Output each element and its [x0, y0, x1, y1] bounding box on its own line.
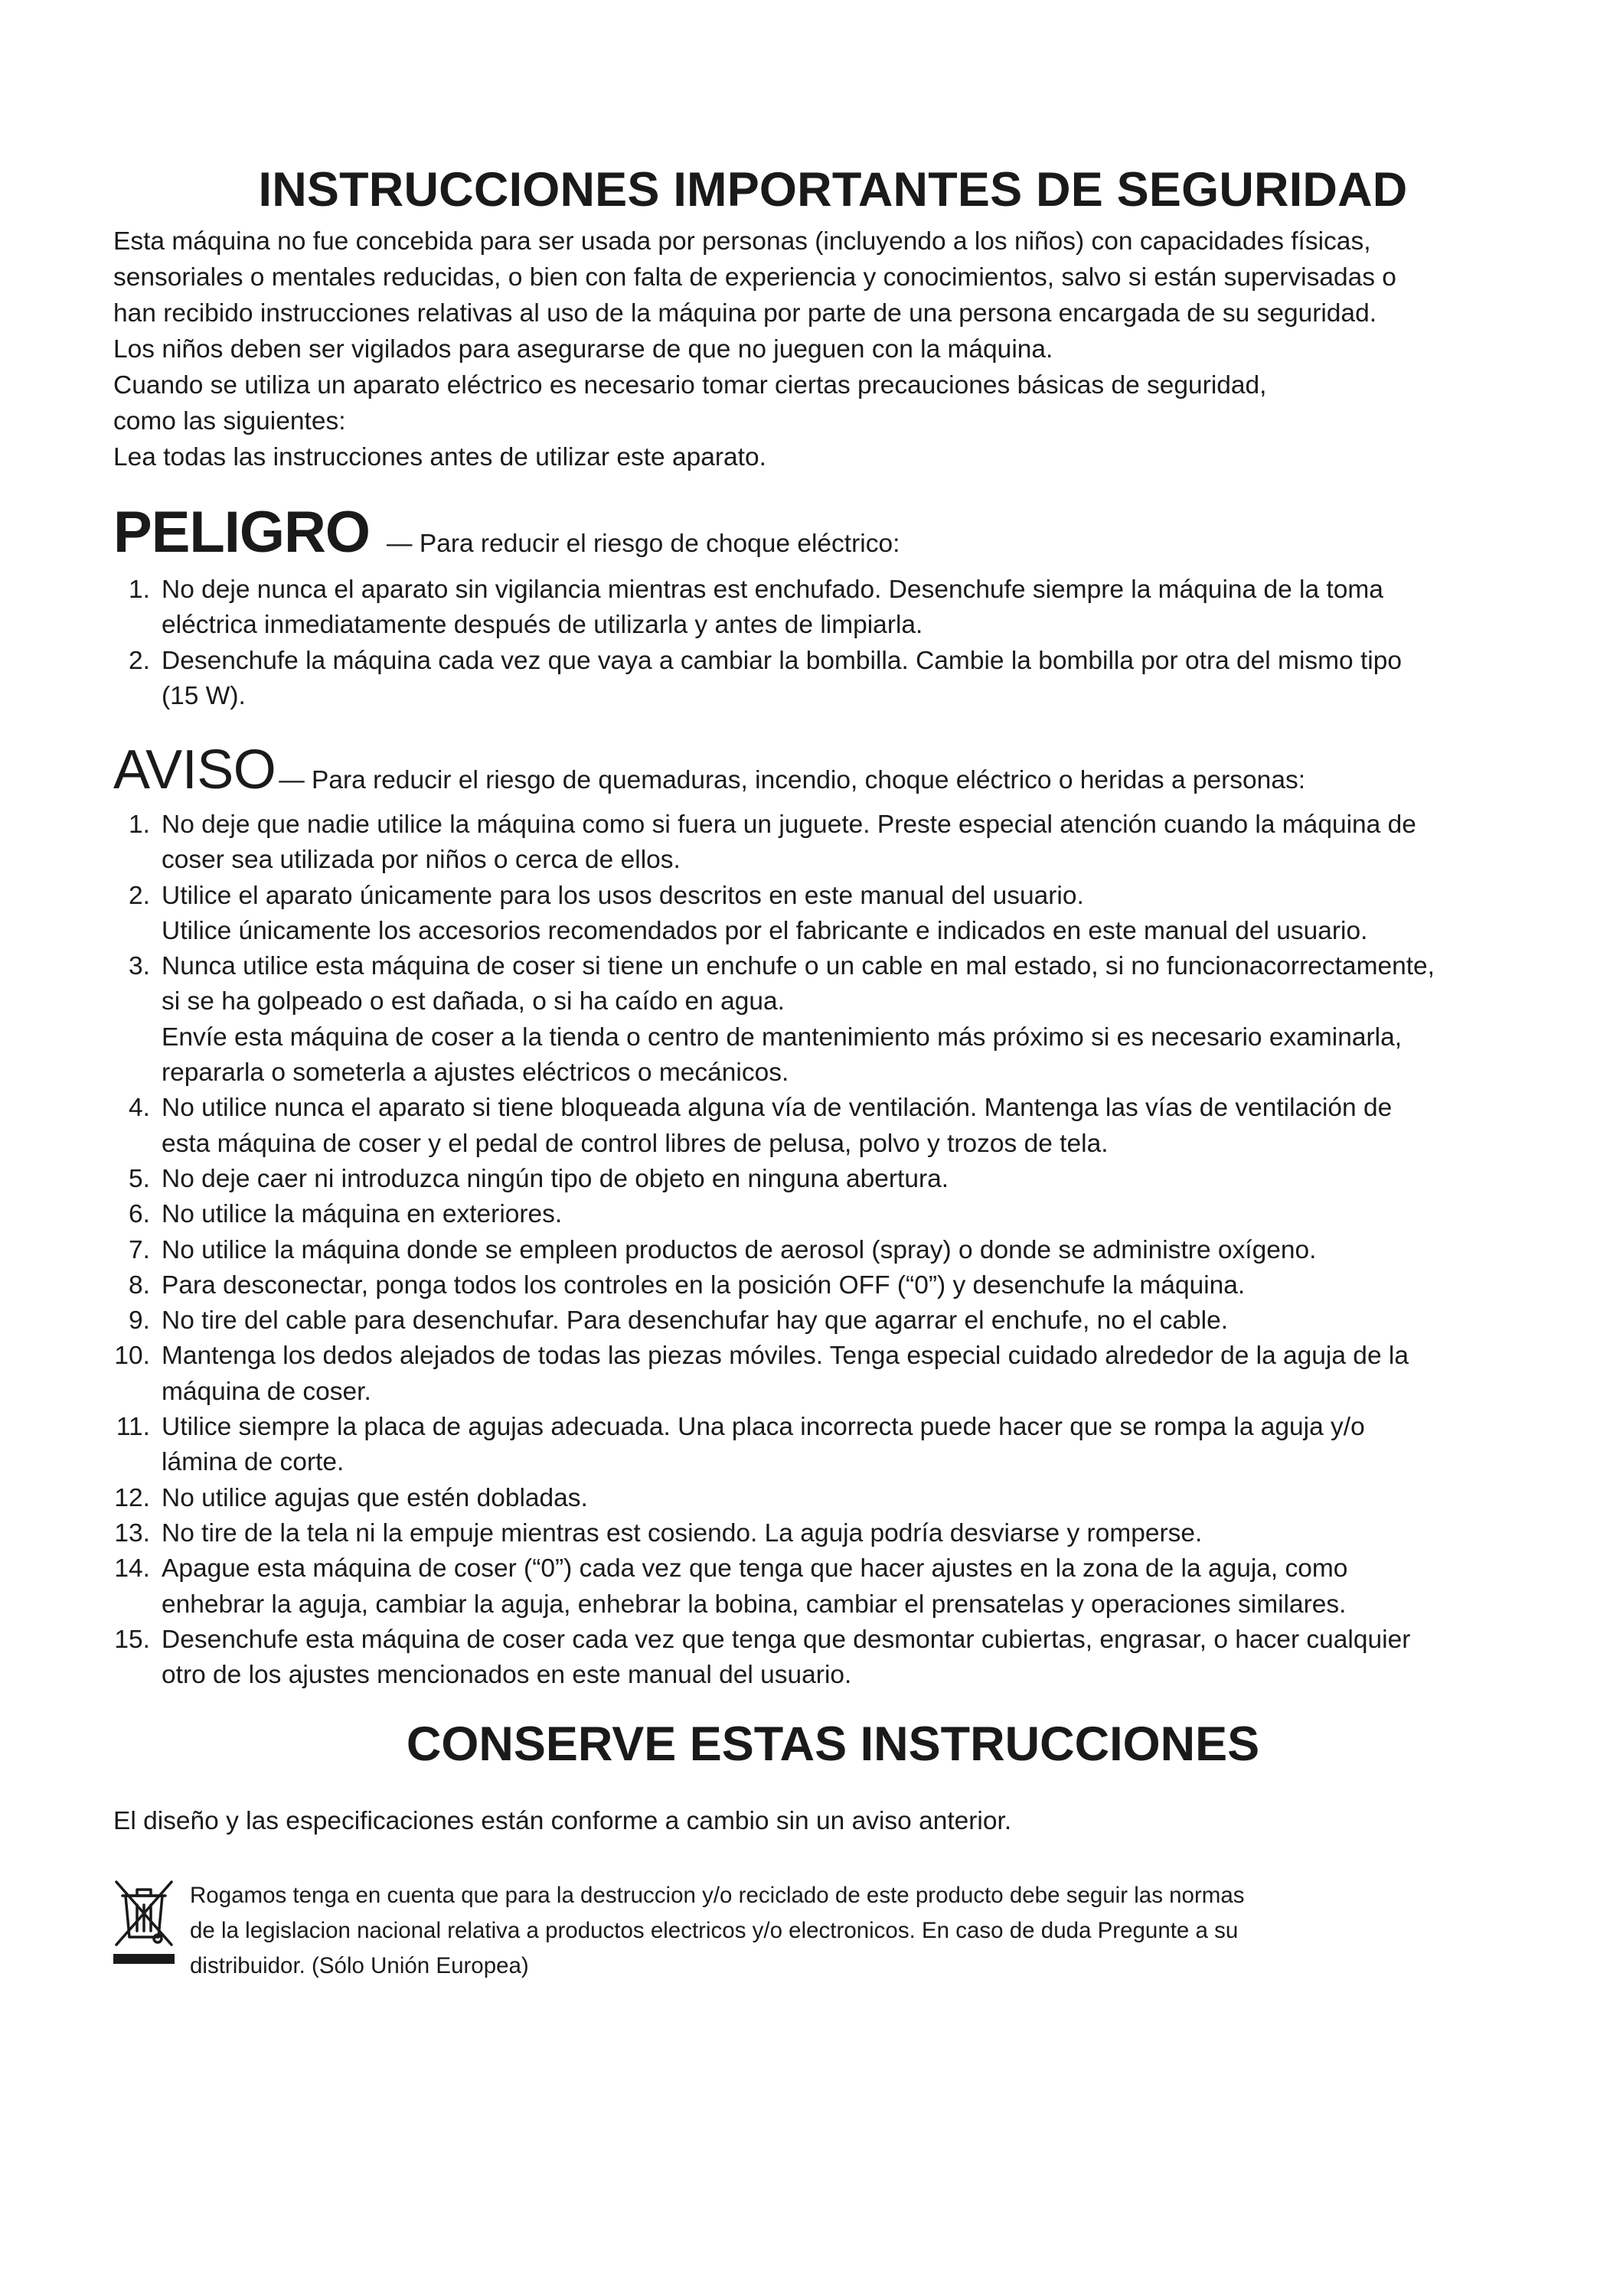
list-item-line: Nunca utilice esta máquina de coser si tiene un enchufe o un cable en mal estado, si no funcionacorrectamente, [162, 952, 1435, 981]
intro-line: Cuando se utiliza un aparato eléctrico es necesario tomar ciertas precauciones básicas de seguridad, [113, 371, 1267, 400]
list-item [113, 1516, 1568, 1551]
list-item-line: (15 W). [162, 681, 246, 710]
list-item-line: eléctrica inmediatamente después de utilizarla y antes de limpiarla. [162, 611, 923, 640]
list-item [113, 644, 1568, 715]
list-item [113, 1481, 1568, 1516]
list-item-line: esta máquina de coser y el pedal de control libres de pelusa, polvo y trozos de tela. [162, 1129, 1109, 1158]
list-item-line: No tire del cable para desenchufar. Para desenchufar hay que agarrar el enchufe, no el cable. [162, 1306, 1229, 1336]
list-item [113, 1339, 1568, 1410]
list-item [113, 1162, 1568, 1197]
aviso-subtitle: — Para reducir el riesgo de quemaduras, incendio, choque eléctrico o heridas a personas: [279, 766, 1306, 794]
list-item-line: Desenchufe esta máquina de coser cada vez que tenga que desmontar cubiertas, engrasar, o hacer cualquier [162, 1625, 1411, 1654]
conserve-title: CONSERVE ESTAS INSTRUCCIONES [406, 1717, 1260, 1771]
list-item-number: 13. [114, 1518, 150, 1548]
list-item [113, 1303, 1568, 1339]
peligro-subtitle: — Para reducir el riesgo de choque eléctrico: [387, 530, 900, 558]
weee-note-line: distribuidor. (Sólo Unión Europea) [190, 1953, 529, 1978]
list-item-line: Para desconectar, ponga todos los controles en la posición OFF (“0”) y desenchufe la máquina. [162, 1270, 1246, 1300]
list-item [113, 572, 1568, 644]
list-item-line: No tire de la tela ni la empuje mientras est cosiendo. La aguja podría desviarse y romperse. [162, 1518, 1203, 1548]
intro-line: Los niños deben ser vigilados para asegurarse de que no jueguen con la máquina. [113, 335, 1053, 364]
peligro-title: PELIGRO [113, 500, 371, 565]
list-item [113, 1197, 1568, 1232]
list-item [113, 1091, 1568, 1162]
weee-disposal-note [190, 1878, 1245, 1984]
list-item-line: Utilice siempre la placa de agujas adecuada. Una placa incorrecta puede hacer que se rompa la aguja y/o [162, 1413, 1365, 1442]
list-item-number: 7. [129, 1235, 150, 1264]
list-item [113, 949, 1568, 1091]
list-item-line: No utilice agujas que estén dobladas. [162, 1483, 588, 1512]
list-item-line: No deje que nadie utilice la máquina como si fuera un juguete. Preste especial atención cuando la máquina de [162, 810, 1416, 839]
intro-line: han recibido instrucciones relativas al uso de la máquina por parte de una persona encargada de su seguridad. [113, 299, 1377, 328]
spec-note: El diseño y las especificaciones están conforme a cambio sin un aviso anterior. [113, 1807, 1012, 1835]
crossed-out-wheelie-bin-icon [113, 1877, 175, 1964]
aviso-heading [113, 739, 1305, 801]
weee-note-line: de la legislacion nacional relativa a productos electricos y/o electronicos. En caso de duda Pregunte a su [190, 1918, 1239, 1943]
list-item [113, 879, 1568, 950]
list-item-line: enhebrar la aguja, cambiar la aguja, enhebrar la bobina, cambiar el prensatelas y operaciones similares. [162, 1590, 1347, 1619]
intro-line: como las siguientes: [113, 407, 346, 435]
list-item-number: 11. [116, 1413, 150, 1442]
list-item-number: 4. [129, 1094, 150, 1123]
list-item-line: si se ha golpeado o est dañada, o si ha caído en agua. [162, 987, 785, 1016]
list-item-line: No deje nunca el aparato sin vigilancia mientras est enchufado. Desenchufe siempre la máquina de la toma [162, 576, 1383, 604]
list-item-line: lámina de corte. [162, 1448, 345, 1477]
peligro-heading [113, 499, 900, 566]
list-item-line: No utilice la máquina donde se empleen productos de aerosol (spray) o donde se administre oxígeno. [162, 1235, 1317, 1264]
list-item-line: Utilice únicamente los accesorios recomendados por el fabricante e indicados en este manual del usuario. [162, 916, 1368, 945]
list-item-line: Desenchufe la máquina cada vez que vaya a cambiar la bombilla. Cambie la bombilla por otra del mismo tipo [162, 646, 1403, 675]
list-item-line: Envíe esta máquina de coser a la tienda o centro de mantenimiento más próximo si es necesario examinarla, [162, 1022, 1403, 1052]
list-item [113, 807, 1568, 879]
aviso-list [113, 807, 1568, 1693]
list-item-number: 1. [129, 576, 150, 604]
list-item [113, 1551, 1568, 1623]
peligro-list [113, 572, 1568, 714]
list-item-number: 14. [114, 1554, 150, 1583]
list-item [113, 1268, 1568, 1303]
list-item-line: repararla o someterla a ajustes eléctricos o mecánicos. [162, 1058, 789, 1088]
list-item [113, 1233, 1568, 1268]
list-item [113, 1623, 1568, 1694]
list-item-number: 1. [129, 810, 150, 839]
list-item-number: 5. [129, 1164, 150, 1193]
list-item-number: 6. [129, 1200, 150, 1229]
aviso-title: AVISO [113, 739, 276, 801]
list-item-line: No deje caer ni introduzca ningún tipo de objeto en ninguna abertura. [162, 1164, 949, 1193]
intro-line: Esta máquina no fue concebida para ser usada por personas (incluyendo a los niños) con capacidades físicas, [113, 227, 1371, 256]
list-item-line: otro de los ajustes mencionados en este manual del usuario. [162, 1661, 852, 1690]
weee-note-line: Rogamos tenga en cuenta que para la destruccion y/o reciclado de este producto debe seguir las normas [190, 1883, 1245, 1908]
list-item-number: 10. [114, 1342, 150, 1371]
list-item-number: 12. [114, 1483, 150, 1512]
list-item-number: 8. [129, 1270, 150, 1300]
list-item-line: coser sea utilizada por niños o cerca de ellos. [162, 846, 681, 875]
list-item [113, 1410, 1568, 1481]
list-item-number: 2. [129, 881, 150, 910]
list-item-line: Utilice el aparato únicamente para los usos descritos en este manual del usuario. [162, 881, 1084, 910]
list-item-number: 3. [129, 952, 150, 981]
list-item-number: 2. [129, 646, 150, 675]
list-item-line: No utilice nunca el aparato si tiene bloqueada alguna vía de ventilación. Mantenga las vías de ventilación de [162, 1094, 1393, 1123]
intro-line: sensoriales o mentales reducidas, o bien con falta de experiencia y conocimientos, salvo si están supervisadas o [113, 263, 1396, 292]
list-item-number: 9. [129, 1306, 150, 1336]
list-item-number: 15. [114, 1625, 150, 1654]
list-item-line: No utilice la máquina en exteriores. [162, 1200, 563, 1229]
intro-line: Lea todas las instrucciones antes de utilizar este aparato. [113, 443, 766, 471]
list-item-line: Apague esta máquina de coser (“0”) cada vez que tenga que hacer ajustes en la zona de la aguja, como [162, 1554, 1348, 1583]
list-item-line: máquina de coser. [162, 1377, 371, 1406]
intro-paragraph [113, 223, 1553, 475]
list-item-line: Mantenga los dedos alejados de todas las piezas móviles. Tenga especial cuidado alrededor de la aguja de la [162, 1342, 1409, 1371]
page-title: INSTRUCCIONES IMPORTANTES DE SEGURIDAD [258, 163, 1408, 217]
